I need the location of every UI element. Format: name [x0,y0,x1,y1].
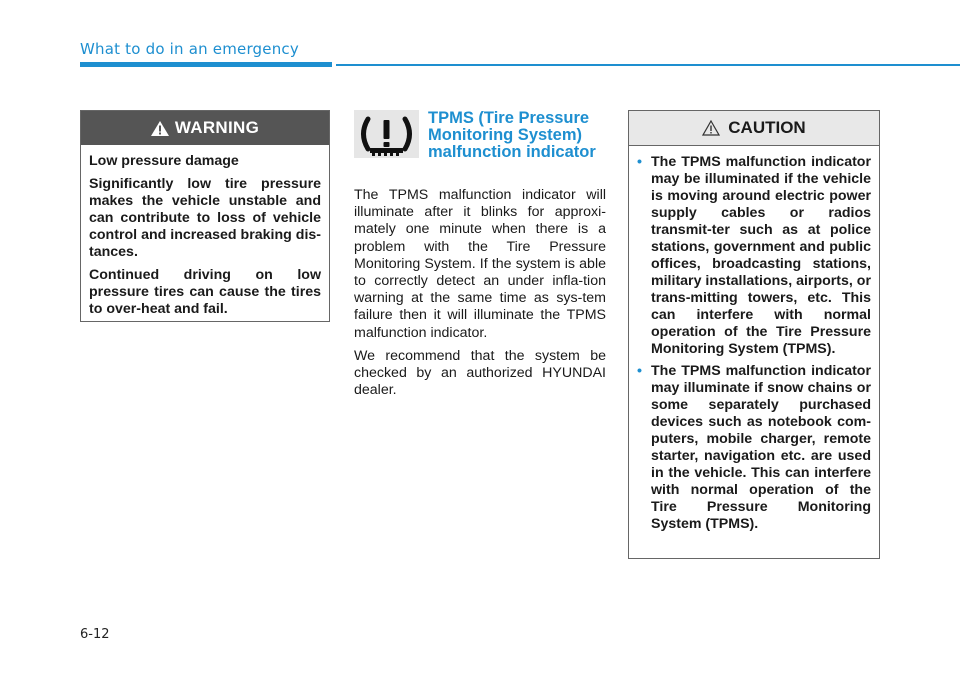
tpms-indicator-icon [354,110,419,158]
warning-header [81,111,329,145]
caution-body [629,146,879,533]
caution-item-text: The TPMS malfunction indicator may illuminate if snow chains or some separately purchased devices such as notebook com-puters, mobile charger, remote starter, navigation etc. are used in the vehicle. This can interfere with normal operation of the Tire Pressure Monitoring System (TPMS). [651,363,871,532]
header-rule-thin [336,64,960,66]
warning-paragraph: Significantly low tire pressure makes the vehicle unstable and can contribute to loss of vehicle control and increased braking dis-tances. [89,176,321,260]
warning-box [80,110,330,322]
warning-paragraph: Continued driving on low pressure tires can cause the tires to over-heat and fail. [89,267,321,317]
header-rule-thick [80,62,332,67]
bullet-icon: • [637,363,642,379]
page-number: 6-12 [80,627,110,642]
tpms-paragraph: We recommend that the system be checked by an authorized HYUNDAI dealer. [354,347,606,399]
caution-box [628,110,880,559]
bullet-icon: • [637,154,642,170]
caution-triangle-icon [702,120,720,136]
caution-label: CAUTION [728,118,806,137]
caution-item-text: The TPMS malfunction indicator may be illuminated if the vehicle is moving around electric power supply cables or radios transmit-ter such as at police stations, government and public offices, broadcasting stations, military installations, airports, or trans-mitting towers, etc. This can interfere with normal operation of the Tire Pressure Monitoring System (TPMS). [651,154,871,357]
caution-item [637,363,871,533]
warning-triangle-icon [151,121,169,136]
tpms-body [354,187,606,405]
tpms-paragraph: The TPMS malfunction indicator will illuminate after it blinks for approxi-mately one minute when there is a problem with the Tire Pressure Monitoring System. If the system is able to correctly detect an under infla-tion warning at the same time as sys-tem failure then it will illuminate the TPMS malfunction indicator. [354,187,606,341]
warning-body [81,145,329,318]
section-title: What to do in an emergency [80,40,299,58]
warning-label: WARNING [174,118,260,137]
tpms-heading: TPMS (Tire Pressure Monitoring System) malfunction indicator [428,109,596,161]
warning-title: Low pressure damage [89,153,239,169]
caution-header [629,111,879,146]
caution-item [637,154,871,358]
